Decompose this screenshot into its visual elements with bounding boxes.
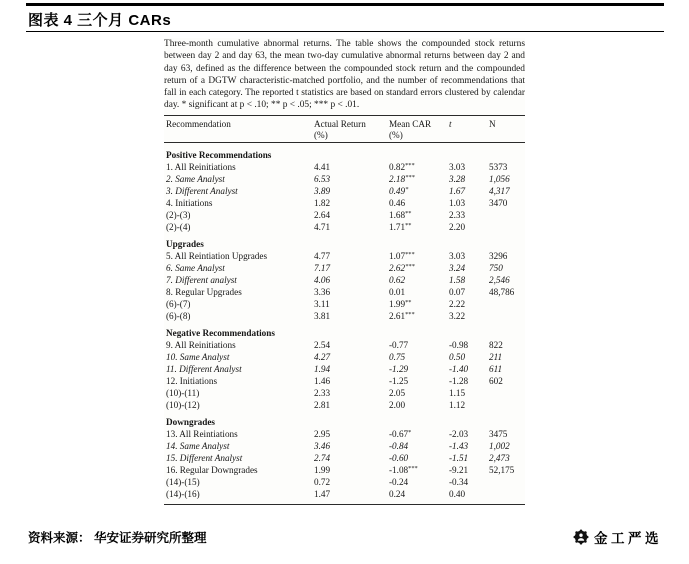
cell-t: -1.40 <box>449 364 469 375</box>
table-row <box>166 197 525 209</box>
row-label: 3. Different Analyst <box>166 186 238 197</box>
cell-mean-car: 1.71** <box>389 222 412 233</box>
section-header <box>166 238 525 250</box>
cell-mean-car: -0.60 <box>389 453 409 464</box>
row-label: (14)-(16) <box>166 489 200 500</box>
cell-t: 3.22 <box>449 311 466 322</box>
cell-mean-car: 0.24 <box>389 489 406 500</box>
row-label: (6)-(7) <box>166 299 191 310</box>
cell-n: 822 <box>489 340 503 351</box>
cell-mean-car: -0.67* <box>389 429 412 440</box>
column-sublabel: (%) <box>389 129 403 140</box>
cell-mean-car: 0.49* <box>389 186 409 197</box>
table-row <box>166 339 525 351</box>
cell-t: 1.15 <box>449 388 466 399</box>
cell-actual-return: 0.72 <box>314 477 331 488</box>
cell-n <box>489 488 527 500</box>
cell-actual-return: 1.82 <box>314 198 331 209</box>
cell-n: 1,056 <box>489 174 510 185</box>
row-label: 1. All Reinitiations <box>166 162 236 173</box>
cell-mean-car: 0.62 <box>389 275 406 286</box>
figure-title: 图表 4 三个月 CARs <box>28 12 172 29</box>
cell-t: 2.22 <box>449 299 466 310</box>
cell-t: 0.40 <box>449 489 466 500</box>
column-header-actual-return <box>314 119 389 141</box>
table-rule-bottom <box>164 504 525 505</box>
cell-t: -9.21 <box>449 465 469 476</box>
cell-mean-car: -1.29 <box>389 364 409 375</box>
cell-actual-return: 4.06 <box>314 275 331 286</box>
cell-n <box>489 399 527 411</box>
column-label: Recommendation <box>166 118 231 129</box>
row-label: 2. Same Analyst <box>166 174 225 185</box>
table-row <box>166 363 525 375</box>
cell-actual-return: 3.11 <box>314 299 330 310</box>
cell-n: 1,002 <box>489 441 510 452</box>
table-note: Three-month cumulative abnormal returns. The table shows the compounded stock returns between day 2 and day 63, the mean two-day cumulative abnormal returns between day 2 and day 63, defined as the difference between the compounded stock return and the compounded return of a DGTW characteristic-matched portfolio, and the number of recommendations that fall in each category. The reported t statistics are based on standard errors clustered by calendar day. * significant at p < .10; ** p < .05; *** p < .01. <box>164 39 525 111</box>
cell-actual-return: 2.64 <box>314 210 331 221</box>
cell-mean-car: -1.25 <box>389 376 409 387</box>
row-label: (2)-(4) <box>166 222 191 233</box>
table-row <box>166 185 525 197</box>
cell-n <box>489 209 527 221</box>
row-label: 13. All Reintiations <box>166 429 238 440</box>
cell-n: 5373 <box>489 162 508 173</box>
cell-actual-return: 3.46 <box>314 441 331 452</box>
cell-n <box>489 221 527 233</box>
cell-mean-car: -0.24 <box>389 477 409 488</box>
cell-actual-return: 6.53 <box>314 174 331 185</box>
column-label: t <box>449 118 452 129</box>
row-label: Upgrades <box>166 239 204 250</box>
cell-actual-return: 1.94 <box>314 364 331 375</box>
brand-name: 金工严选 <box>594 531 662 546</box>
table-row <box>166 250 525 262</box>
cell-t: 1.67 <box>449 186 466 197</box>
row-label: 5. All Reintiation Upgrades <box>166 251 268 262</box>
cell-n: 4,317 <box>489 186 510 197</box>
table-row <box>166 440 525 452</box>
cell-t: 0.07 <box>449 287 466 298</box>
cell-n <box>489 387 527 399</box>
table-row <box>166 298 525 310</box>
column-sublabel: (%) <box>314 129 328 140</box>
table-row <box>166 173 525 185</box>
cell-actual-return: 2.81 <box>314 400 331 411</box>
cell-mean-car: 2.61*** <box>389 311 415 322</box>
cell-mean-car: 0.75 <box>389 352 406 363</box>
cell-actual-return: 3.36 <box>314 287 331 298</box>
table-row <box>166 399 525 411</box>
cell-actual-return: 1.46 <box>314 376 331 387</box>
cell-t: -1.28 <box>449 376 469 387</box>
section-header <box>166 327 525 339</box>
table-row <box>166 274 525 286</box>
cell-actual-return: 3.81 <box>314 311 331 322</box>
table-row <box>166 351 525 363</box>
table-body <box>164 143 525 504</box>
cell-t: 3.28 <box>449 174 466 185</box>
row-label: 12. Initiations <box>166 376 218 387</box>
table-row <box>166 209 525 221</box>
column-header-recommendation <box>166 119 314 141</box>
cell-n: 750 <box>489 263 503 274</box>
cell-mean-car: 0.82*** <box>389 162 415 173</box>
brand <box>573 527 662 547</box>
cell-actual-return: 1.99 <box>314 465 331 476</box>
cell-mean-car: -1.08*** <box>389 465 418 476</box>
table-row <box>166 221 525 233</box>
table-header-row <box>164 116 525 143</box>
cars-table <box>164 38 525 505</box>
row-label: (2)-(3) <box>166 210 191 221</box>
row-label: 6. Same Analyst <box>166 263 225 274</box>
row-label: (14)-(15) <box>166 477 200 488</box>
cell-t: -0.34 <box>449 477 469 488</box>
title-divider <box>26 31 664 32</box>
cell-mean-car: 2.00 <box>389 400 406 411</box>
cell-mean-car: 1.99** <box>389 299 412 310</box>
cell-n: 52,175 <box>489 465 515 476</box>
table-row <box>166 375 525 387</box>
cell-n <box>489 298 527 310</box>
column-header-mean-car <box>389 119 449 141</box>
cell-t: -0.98 <box>449 340 469 351</box>
cell-mean-car: 1.07*** <box>389 251 415 262</box>
column-label: Mean CAR <box>389 118 432 129</box>
row-label: 9. All Reinitiations <box>166 340 236 351</box>
cell-actual-return: 4.27 <box>314 352 331 363</box>
cell-n: 2,473 <box>489 453 510 464</box>
table-row <box>166 161 525 173</box>
table-row <box>166 262 525 274</box>
cell-n: 48,786 <box>489 287 515 298</box>
cell-n <box>489 476 527 488</box>
column-label: Actual Return <box>314 118 366 129</box>
row-label: 10. Same Analyst <box>166 352 230 363</box>
cell-t: 3.03 <box>449 162 466 173</box>
table-row <box>166 387 525 399</box>
column-header-t <box>449 119 489 141</box>
cell-mean-car: 1.68** <box>389 210 412 221</box>
cell-n: 602 <box>489 376 503 387</box>
brand-badge-icon <box>573 529 589 545</box>
cell-actual-return: 3.89 <box>314 186 331 197</box>
cell-t: 3.24 <box>449 263 466 274</box>
cell-n: 211 <box>489 352 503 363</box>
cell-n: 3296 <box>489 251 508 262</box>
cell-t: -2.03 <box>449 429 469 440</box>
cell-actual-return: 4.77 <box>314 251 331 262</box>
cell-t: 1.12 <box>449 400 466 411</box>
cell-t: -1.51 <box>449 453 469 464</box>
section-header <box>166 149 525 161</box>
row-label: Positive Recommendations <box>166 150 272 161</box>
cell-n: 611 <box>489 364 503 375</box>
cell-mean-car: -0.84 <box>389 441 409 452</box>
cell-t: 3.03 <box>449 251 466 262</box>
column-label: N <box>489 118 496 129</box>
cell-actual-return: 2.95 <box>314 429 331 440</box>
row-label: Negative Recommendations <box>166 328 275 339</box>
row-label: Downgrades <box>166 417 216 428</box>
cell-actual-return: 2.54 <box>314 340 331 351</box>
row-label: (6)-(8) <box>166 311 191 322</box>
cell-mean-car: 2.62*** <box>389 263 415 274</box>
table-row <box>166 488 525 500</box>
table-row <box>166 476 525 488</box>
cell-mean-car: 2.18*** <box>389 174 415 185</box>
cell-actual-return: 7.17 <box>314 263 331 274</box>
row-label: 16. Regular Downgrades <box>166 465 258 476</box>
column-header-n <box>489 119 527 141</box>
cell-n: 3475 <box>489 429 508 440</box>
cell-actual-return: 4.71 <box>314 222 331 233</box>
row-label: 11. Different Analyst <box>166 364 242 375</box>
table-row <box>166 464 525 476</box>
cell-n: 3470 <box>489 198 508 209</box>
row-label: 8. Regular Upgrades <box>166 287 242 298</box>
cell-t: 2.33 <box>449 210 466 221</box>
cell-mean-car: 0.46 <box>389 198 406 209</box>
row-label: 15. Different Analyst <box>166 453 243 464</box>
footer <box>28 526 662 548</box>
cell-t: 1.58 <box>449 275 466 286</box>
table-row <box>166 310 525 322</box>
table-row <box>166 286 525 298</box>
cell-actual-return: 2.74 <box>314 453 331 464</box>
row-label: 7. Different analyst <box>166 275 237 286</box>
cell-actual-return: 4.41 <box>314 162 331 173</box>
cell-mean-car: -0.77 <box>389 340 409 351</box>
source-text: 资料来源： 华安证券研究所整理 <box>28 531 207 545</box>
row-label: (10)-(11) <box>166 388 200 399</box>
top-rule <box>26 3 664 6</box>
row-label: (10)-(12) <box>166 400 200 411</box>
table-row <box>166 428 525 440</box>
cell-n: 2,546 <box>489 275 510 286</box>
cell-t: -1.43 <box>449 441 469 452</box>
section-header <box>166 416 525 428</box>
cell-t: 1.03 <box>449 198 466 209</box>
table-row <box>166 452 525 464</box>
cell-actual-return: 2.33 <box>314 388 331 399</box>
cell-mean-car: 2.05 <box>389 388 406 399</box>
cell-mean-car: 0.01 <box>389 287 406 298</box>
row-label: 14. Same Analyst <box>166 441 230 452</box>
row-label: 4. Initiations <box>166 198 213 209</box>
cell-t: 0.50 <box>449 352 466 363</box>
cell-n <box>489 310 527 322</box>
cell-actual-return: 1.47 <box>314 489 331 500</box>
cell-t: 2.20 <box>449 222 466 233</box>
